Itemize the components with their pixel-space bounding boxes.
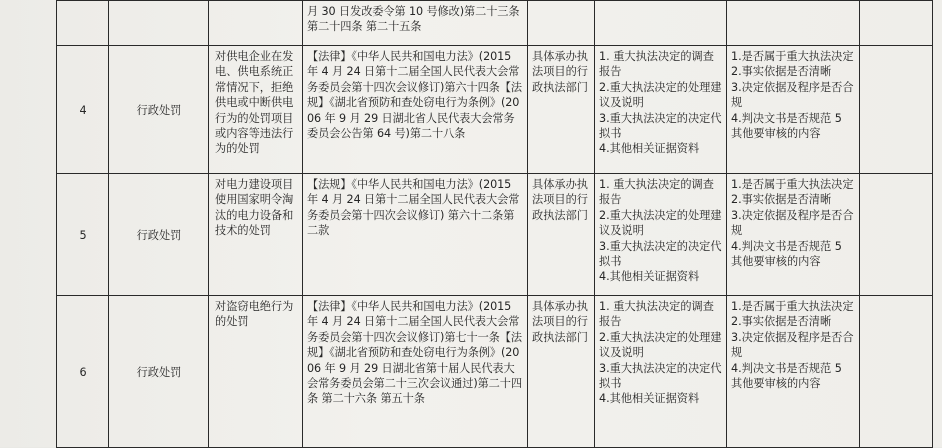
material-item: 3.重大执法决定的决定代拟书	[599, 361, 722, 391]
row-materials	[595, 46, 727, 174]
cell-extra	[860, 1, 933, 46]
enforcement-table	[56, 0, 933, 448]
row-extra	[860, 46, 933, 174]
row-category: 行政处罚	[109, 46, 209, 174]
basis-text: 月 30 日发改委令第 10 号修改)第二十三条第二十四条 第二十五条	[307, 5, 520, 34]
table-row	[57, 296, 933, 448]
cell-review	[727, 1, 860, 46]
table-row	[57, 46, 933, 174]
row-review-points	[727, 296, 860, 448]
table-row	[57, 174, 933, 296]
review-item: 3.决定依据及程序是否合规	[731, 330, 854, 360]
row-category: 行政处罚	[109, 296, 209, 448]
row-legal-basis: 【法律】《中华人民共和国电力法》(2015 年 4 月 24 日第十二届全国人民代表大会常务委员会第十四次会议修订)第七十一条【法规】《湖北省预防和查处窃电行为条例》(2006 年 9 月 29 日湖北省第十届人民代表大会常务委员会第二十三次会议通过)第二十四条 第二十六条 第五十条	[303, 296, 528, 448]
cell-materials	[595, 1, 727, 46]
table-row-continued	[57, 1, 933, 46]
review-item: 4.判决文书是否规范 5 其他要审核的内容	[731, 361, 842, 391]
review-item: 2.事实依据是否清晰	[731, 193, 832, 207]
row-legal-basis: 【法规】《中华人民共和国电力法》(2015 年 4 月 24 日第十二届全国人民代表大会常务委员会第十四次会议修订) 第六十二条第二款	[303, 174, 528, 296]
row-number: 6	[57, 296, 109, 448]
material-item: 2.重大执法决定的处理建议及说明	[599, 330, 722, 360]
material-item: 4.其他相关证据资料	[599, 270, 700, 284]
row-department: 具体承办执法项目的行政执法部门	[528, 174, 595, 296]
cell-no	[57, 1, 109, 46]
row-review-points	[727, 46, 860, 174]
row-item-name: 对供电企业在发电、供电系统正常情况下，拒绝供电或中断供电行为的处罚项目或内容等违法行为的处罚	[209, 46, 303, 174]
review-item: 2.事实依据是否清晰	[731, 65, 832, 79]
review-item: 1.是否属于重大执法决定	[731, 178, 854, 191]
row-extra	[860, 296, 933, 448]
review-item: 4.判决文书是否规范 5 其他要审核的内容	[731, 239, 842, 269]
row-materials	[595, 174, 727, 296]
review-item: 3.决定依据及程序是否合规	[731, 208, 854, 238]
material-item: 3.重大执法决定的决定代拟书	[599, 111, 722, 141]
cell-name	[209, 1, 303, 46]
review-item: 1.是否属于重大执法决定	[731, 300, 854, 313]
row-legal-basis: 【法律】《中华人民共和国电力法》(2015 年 4 月 24 日第十二届全国人民代表大会常务委员会第十四次会议修订)第六十四条【法规】《湖北省预防和查处窃电行为条例》(2006 年 9 月 29 日湖北省人民代表大会常务委员会公告第 64 号)第二十八条	[303, 46, 528, 174]
row-materials	[595, 296, 727, 448]
row-item-name: 对盗窃电绝行为的处罚	[209, 296, 303, 448]
row-number: 5	[57, 174, 109, 296]
material-item: 4.其他相关证据资料	[599, 392, 700, 406]
material-item: 1. 重大执法决定的调查报告	[599, 178, 714, 207]
material-item: 1. 重大执法决定的调查报告	[599, 50, 714, 79]
material-item: 2.重大执法决定的处理建议及说明	[599, 80, 722, 110]
cell-category	[109, 1, 209, 46]
row-extra	[860, 174, 933, 296]
cell-dept	[528, 1, 595, 46]
material-item: 3.重大执法决定的决定代拟书	[599, 239, 722, 269]
row-department: 具体承办执法项目的行政执法部门	[528, 296, 595, 448]
row-review-points	[727, 174, 860, 296]
material-item: 1. 重大执法决定的调查报告	[599, 300, 714, 329]
row-department: 具体承办执法项目的行政执法部门	[528, 46, 595, 174]
row-number: 4	[57, 46, 109, 174]
review-item: 3.决定依据及程序是否合规	[731, 80, 854, 110]
material-item: 4.其他相关证据资料	[599, 142, 700, 156]
row-item-name: 对电力建设项目使用国家明令淘汰的电力设备和技术的处罚	[209, 174, 303, 296]
review-item: 1.是否属于重大执法决定	[731, 50, 854, 63]
material-item: 2.重大执法决定的处理建议及说明	[599, 208, 722, 238]
review-item: 4.判决文书是否规范 5 其他要审核的内容	[731, 111, 842, 141]
row-category: 行政处罚	[109, 174, 209, 296]
review-item: 2.事实依据是否清晰	[731, 315, 832, 329]
cell-basis	[303, 1, 528, 46]
